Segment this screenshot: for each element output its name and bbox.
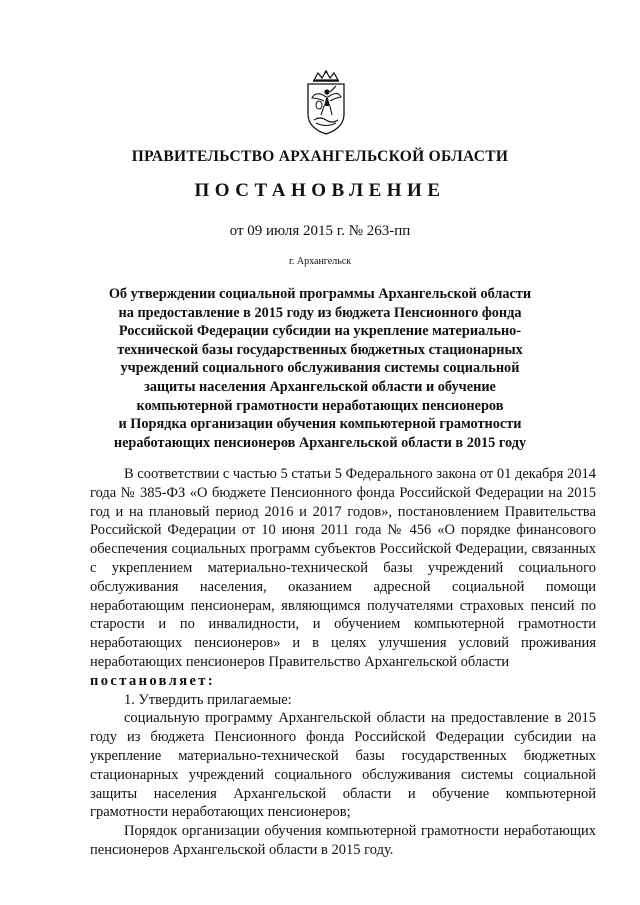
title-line: учреждений социального обслуживания системы социальной <box>120 360 520 377</box>
title-line: защиты населения Архангельской области и обучение <box>144 378 496 395</box>
title-line: компьютерной грамотности неработающих пенсионеров <box>136 397 504 414</box>
document-body <box>90 465 596 860</box>
title-line: и Порядка организации обучения компьютерной грамотности <box>118 416 522 433</box>
decree-word: постановляет <box>90 672 208 689</box>
document-type: ПОСТАНОВЛЕНИЕ <box>194 180 446 201</box>
title-line: технической базы государственных бюджетных стационарных <box>117 341 523 358</box>
item-1-paragraph: 1. Утвердить прилагаемые: <box>124 691 292 708</box>
decree-paragraph <box>90 672 596 691</box>
title-line: на предоставление в 2015 году из бюджета Пенсионного фонда <box>118 304 522 321</box>
item-1-procedure-paragraph: Порядок организации обучения компьютерной грамотности неработающих пенсионеров Архангельской области в 2015 году. <box>90 823 596 858</box>
preamble-paragraph: В соответствии с частью 5 статьи 5 Федерального закона от 01 декабря 2014 года № 385-ФЗ «О бюджете Пенсионного фонда Российской Федерации на 2015 год и на плановый период 2016 и 2017 годов», постановлением Правительства Российской Федерации от 10 июня 2011 года № 456 «О порядке финансового обеспечения социальных программ субъектов Российской Федерации, связанных с укреплением материально-технической базы учреждений социального обслуживания населения, оказанием адресной социальной помощи неработающим пенсионерам, являющимся получателями страховых пенсий по старости и по инвалидности, и обучением компьютерной грамотности неработающих пенсионеров» и в целях улучшения условий проживания неработающих пенсионеров Правительство Архангельской области <box>90 466 596 670</box>
organization-name: ПРАВИТЕЛЬСТВО АРХАНГЕЛЬСКОЙ ОБЛАСТИ <box>131 148 509 165</box>
document-city: г. Архангельск <box>288 256 352 267</box>
arkhangelsk-coat-of-arms-icon <box>302 70 350 136</box>
title-line: Об утверждении социальной программы Архангельской области <box>108 286 532 302</box>
title-line: неработающих пенсионеров Архангельской области в 2015 году <box>113 434 527 451</box>
item-1-program-paragraph: социальную программу Архангельской области на предоставление в 2015 году из бюджета Пенсионного фонда Российской Федерации субсидии на укрепление материально-технической базы государственных бюджетных стационарных учреждений социального обслуживания системы социальной защиты населения Архангельской области и обучение компьютерной грамотности неработающих пенсионеров; <box>90 710 596 821</box>
document-title <box>84 285 556 452</box>
title-line: Российской Федерации субсидии на укрепление материально- <box>118 323 522 340</box>
document-date-number: от 09 июля 2015 г. № 263-пп <box>229 223 411 239</box>
decree-colon: : <box>207 672 213 689</box>
